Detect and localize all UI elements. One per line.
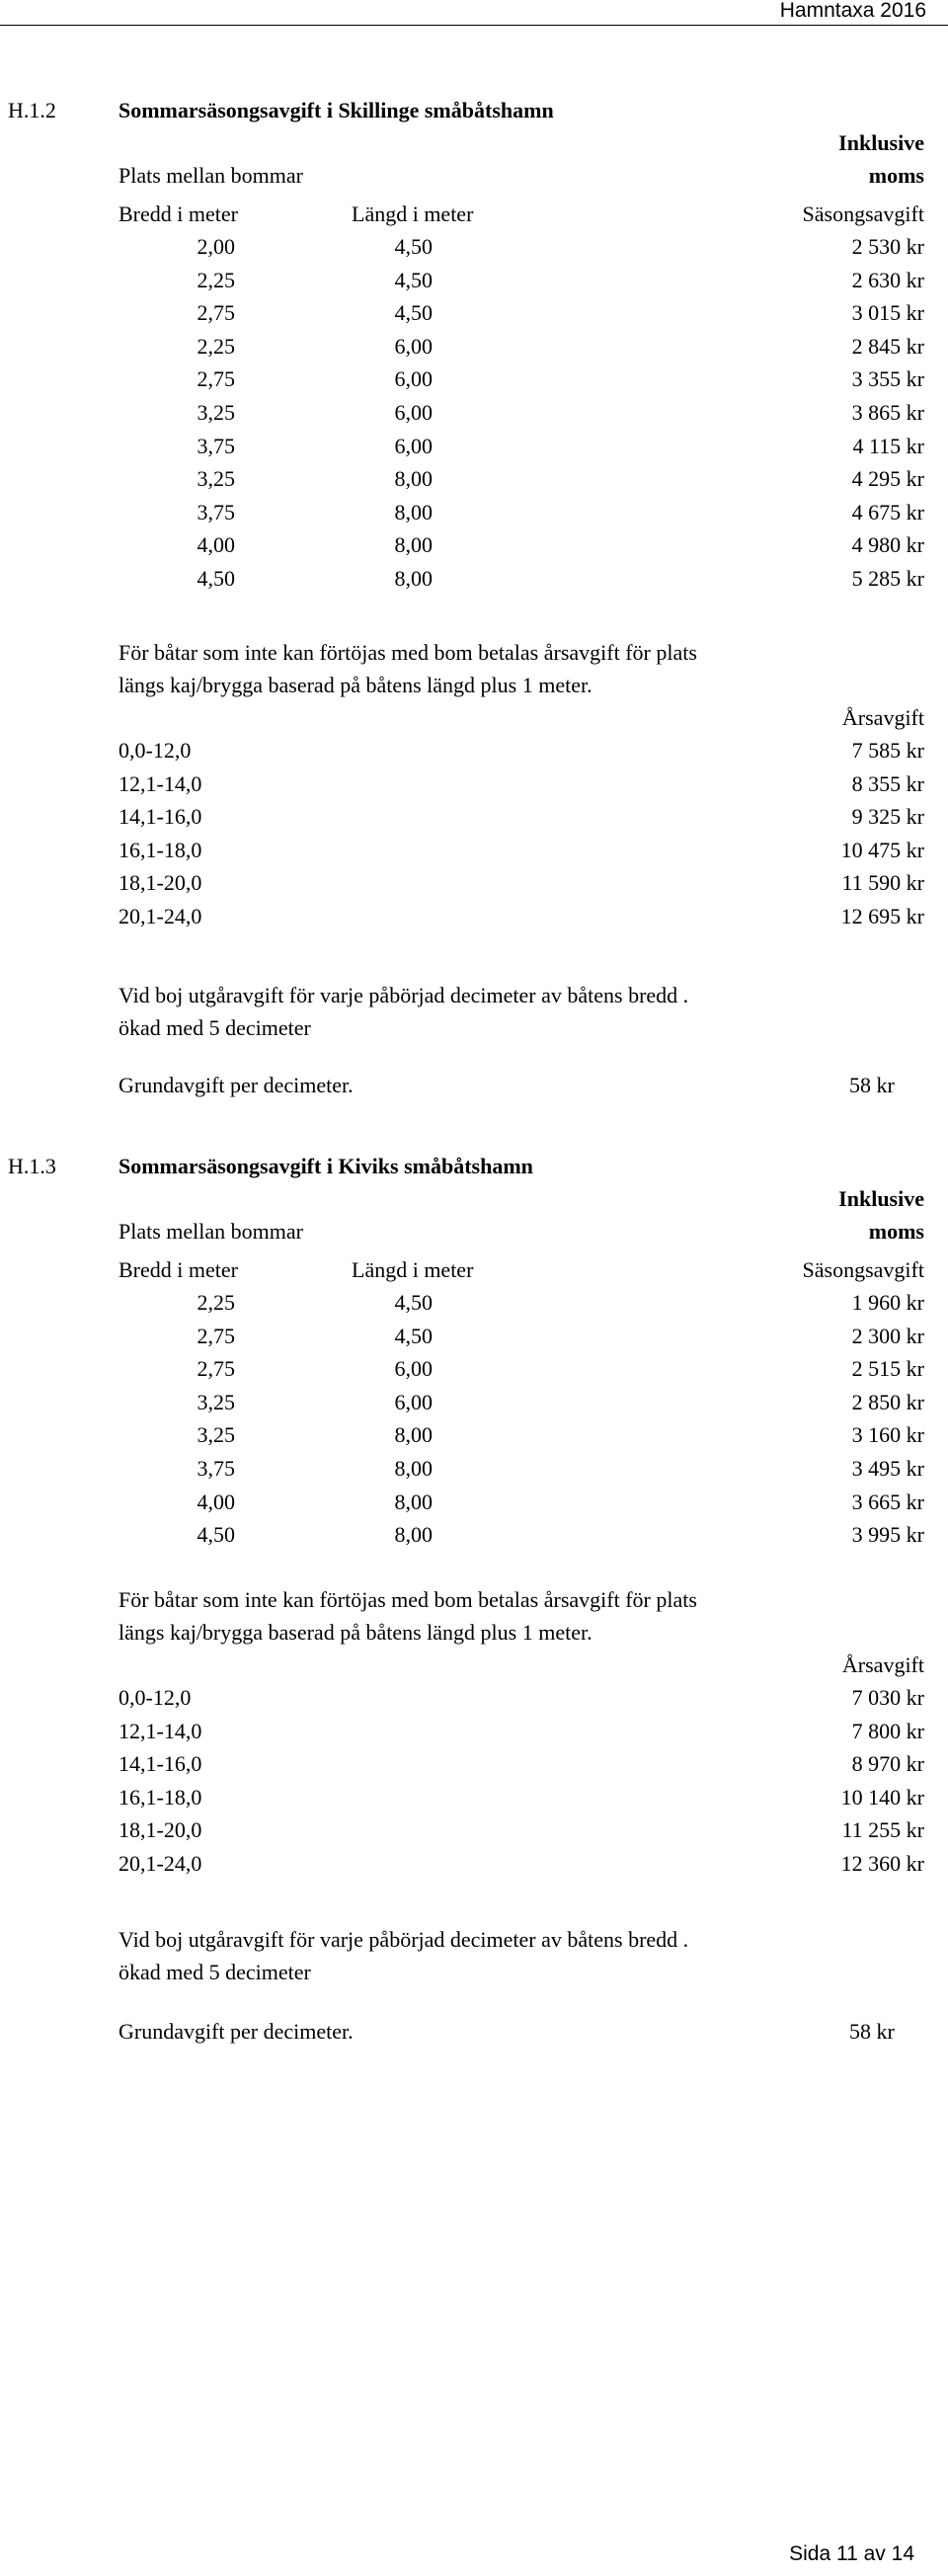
col-header-moms: moms bbox=[868, 1219, 924, 1244]
section-title bbox=[8, 1150, 533, 1182]
cell-sasongsavgift: 3 160 kr bbox=[851, 1422, 924, 1448]
cell-langd: 4,50 bbox=[394, 267, 433, 292]
cell-langd: 4,50 bbox=[394, 234, 433, 259]
cell-bredd: 2,25 bbox=[197, 333, 235, 359]
cell-bredd: 3,25 bbox=[197, 1389, 235, 1414]
cell-arsavgift: 7 585 kr bbox=[851, 738, 924, 763]
cell-length-range: 0,0-12,0 bbox=[118, 738, 192, 763]
cell-langd: 6,00 bbox=[394, 400, 433, 425]
cell-sasongsavgift: 4 980 kr bbox=[851, 532, 924, 558]
col-header-inklusive: Inklusive bbox=[838, 130, 924, 155]
cell-langd: 4,50 bbox=[394, 300, 433, 326]
cell-langd: 6,00 bbox=[394, 1356, 433, 1382]
cell-arsavgift: 11 255 kr bbox=[841, 1817, 924, 1843]
cell-sasongsavgift: 4 115 kr bbox=[852, 433, 924, 458]
cell-langd: 8,00 bbox=[394, 566, 433, 591]
cell-arsavgift: 11 590 kr bbox=[841, 870, 924, 896]
cell-bredd: 3,25 bbox=[197, 1422, 235, 1448]
col-header-langd: Längd i meter bbox=[352, 1257, 474, 1282]
cell-langd: 6,00 bbox=[394, 433, 433, 458]
header-divider bbox=[0, 25, 948, 26]
cell-langd: 8,00 bbox=[394, 466, 433, 492]
col-header-bredd: Bredd i meter bbox=[118, 201, 238, 226]
cell-sasongsavgift: 3 665 kr bbox=[851, 1489, 924, 1514]
cell-langd: 6,00 bbox=[394, 333, 433, 359]
cell-bredd: 2,25 bbox=[197, 267, 235, 292]
col-header-plats: Plats mellan bommar bbox=[118, 163, 303, 188]
col-header-sasongsavgift: Säsongsavgift bbox=[802, 1257, 924, 1282]
cell-arsavgift: 8 355 kr bbox=[851, 770, 924, 796]
note-line-1: För båtar som inte kan förtöjas med bom betalas årsavgift för plats bbox=[118, 1587, 697, 1612]
cell-bredd: 4,50 bbox=[197, 566, 235, 591]
cell-langd: 8,00 bbox=[394, 532, 433, 558]
cell-arsavgift: 12 695 kr bbox=[840, 904, 924, 928]
cell-bredd: 3,25 bbox=[197, 466, 235, 492]
cell-sasongsavgift: 4 675 kr bbox=[851, 499, 924, 524]
note-line-2: längs kaj/brygga baserad på båtens längd plus 1 meter. bbox=[118, 673, 592, 697]
cell-bredd: 2,75 bbox=[197, 1323, 235, 1348]
section-title-text: Sommarsäsongsavgift i Skillinge småbåtshamn bbox=[118, 98, 554, 122]
buoy-note-1: Vid boj utgåravgift för varje påbörjad decimeter av båtens bredd . bbox=[118, 983, 689, 1007]
cell-bredd: 2,00 bbox=[197, 234, 235, 259]
col-header-arsavgift: Årsavgift bbox=[841, 705, 924, 730]
buoy-note-2: ökad med 5 decimeter bbox=[118, 1960, 311, 1984]
cell-length-range: 0,0-12,0 bbox=[118, 1685, 192, 1710]
cell-arsavgift: 9 325 kr bbox=[851, 804, 924, 830]
cell-langd: 4,50 bbox=[394, 1290, 433, 1315]
cell-langd: 4,50 bbox=[394, 1323, 433, 1348]
note-line-1: För båtar som inte kan förtöjas med bom betalas årsavgift för plats bbox=[118, 640, 697, 665]
base-fee-label: Grundavgift per decimeter. bbox=[118, 2019, 354, 2044]
cell-langd: 6,00 bbox=[394, 1389, 433, 1414]
col-header-inklusive: Inklusive bbox=[838, 1186, 924, 1211]
cell-arsavgift: 7 030 kr bbox=[851, 1685, 924, 1710]
cell-sasongsavgift: 2 845 kr bbox=[851, 333, 924, 359]
cell-bredd: 4,00 bbox=[197, 1489, 235, 1514]
cell-bredd: 2,75 bbox=[197, 300, 235, 326]
col-header-bredd: Bredd i meter bbox=[118, 1257, 238, 1282]
cell-length-range: 16,1-18,0 bbox=[118, 1784, 202, 1810]
cell-length-range: 18,1-20,0 bbox=[118, 870, 202, 896]
buoy-note-2: ökad med 5 decimeter bbox=[118, 1015, 311, 1040]
cell-langd: 8,00 bbox=[394, 499, 433, 524]
col-header-langd: Längd i meter bbox=[352, 201, 474, 226]
base-fee-value: 58 kr bbox=[849, 2019, 895, 2044]
cell-sasongsavgift: 3 015 kr bbox=[851, 300, 924, 326]
cell-sasongsavgift: 1 960 kr bbox=[851, 1290, 924, 1315]
cell-sasongsavgift: 5 285 kr bbox=[851, 566, 924, 591]
cell-bredd: 2,75 bbox=[197, 366, 235, 392]
cell-length-range: 20,1-24,0 bbox=[118, 904, 202, 928]
cell-sasongsavgift: 2 630 kr bbox=[851, 267, 924, 292]
document-header-title: Hamntaxa 2016 bbox=[779, 0, 926, 22]
cell-length-range: 14,1-16,0 bbox=[118, 804, 202, 830]
cell-length-range: 20,1-24,0 bbox=[118, 1851, 202, 1876]
cell-bredd: 2,75 bbox=[197, 1356, 235, 1382]
cell-langd: 8,00 bbox=[394, 1489, 433, 1514]
section-title bbox=[8, 94, 554, 126]
cell-arsavgift: 7 800 kr bbox=[851, 1718, 924, 1743]
cell-bredd: 2,25 bbox=[197, 1290, 235, 1315]
cell-length-range: 16,1-18,0 bbox=[118, 837, 202, 862]
cell-sasongsavgift: 3 995 kr bbox=[851, 1522, 924, 1548]
cell-sasongsavgift: 3 495 kr bbox=[851, 1456, 924, 1481]
cell-length-range: 12,1-14,0 bbox=[118, 1718, 202, 1743]
base-fee-value: 58 kr bbox=[849, 1073, 895, 1097]
col-header-arsavgift: Årsavgift bbox=[841, 1652, 924, 1677]
cell-langd: 8,00 bbox=[394, 1422, 433, 1448]
cell-arsavgift: 10 475 kr bbox=[840, 837, 924, 862]
cell-length-range: 12,1-14,0 bbox=[118, 770, 202, 796]
col-header-plats: Plats mellan bommar bbox=[118, 1219, 303, 1244]
cell-sasongsavgift: 2 530 kr bbox=[851, 234, 924, 259]
cell-bredd: 3,75 bbox=[197, 499, 235, 524]
section-number: H.1.3 bbox=[8, 1154, 56, 1178]
cell-length-range: 14,1-16,0 bbox=[118, 1751, 202, 1777]
cell-bredd: 4,00 bbox=[197, 532, 235, 558]
cell-sasongsavgift: 3 355 kr bbox=[851, 366, 924, 392]
cell-bredd: 4,50 bbox=[197, 1522, 235, 1548]
cell-langd: 6,00 bbox=[394, 366, 433, 392]
cell-sasongsavgift: 4 295 kr bbox=[851, 466, 924, 492]
cell-bredd: 3,25 bbox=[197, 400, 235, 425]
cell-sasongsavgift: 2 515 kr bbox=[851, 1356, 924, 1382]
page-number: Sida 11 av 14 bbox=[789, 2542, 914, 2565]
cell-bredd: 3,75 bbox=[197, 1456, 235, 1481]
cell-arsavgift: 12 360 kr bbox=[840, 1851, 924, 1876]
cell-sasongsavgift: 2 850 kr bbox=[851, 1389, 924, 1414]
col-header-moms: moms bbox=[868, 163, 924, 188]
cell-arsavgift: 8 970 kr bbox=[851, 1751, 924, 1777]
cell-arsavgift: 10 140 kr bbox=[840, 1784, 924, 1810]
buoy-note-1: Vid boj utgåravgift för varje påbörjad decimeter av båtens bredd . bbox=[118, 1927, 689, 1952]
cell-langd: 8,00 bbox=[394, 1456, 433, 1481]
cell-sasongsavgift: 2 300 kr bbox=[851, 1323, 924, 1348]
base-fee-label: Grundavgift per decimeter. bbox=[118, 1073, 354, 1097]
note-line-2: längs kaj/brygga baserad på båtens längd plus 1 meter. bbox=[118, 1620, 592, 1645]
section-title-text: Sommarsäsongsavgift i Kiviks småbåtshamn bbox=[118, 1154, 533, 1178]
cell-langd: 8,00 bbox=[394, 1522, 433, 1548]
col-header-sasongsavgift: Säsongsavgift bbox=[802, 201, 924, 226]
cell-sasongsavgift: 3 865 kr bbox=[851, 400, 924, 425]
cell-length-range: 18,1-20,0 bbox=[118, 1817, 202, 1843]
cell-bredd: 3,75 bbox=[197, 433, 235, 458]
section-number: H.1.2 bbox=[8, 98, 56, 122]
